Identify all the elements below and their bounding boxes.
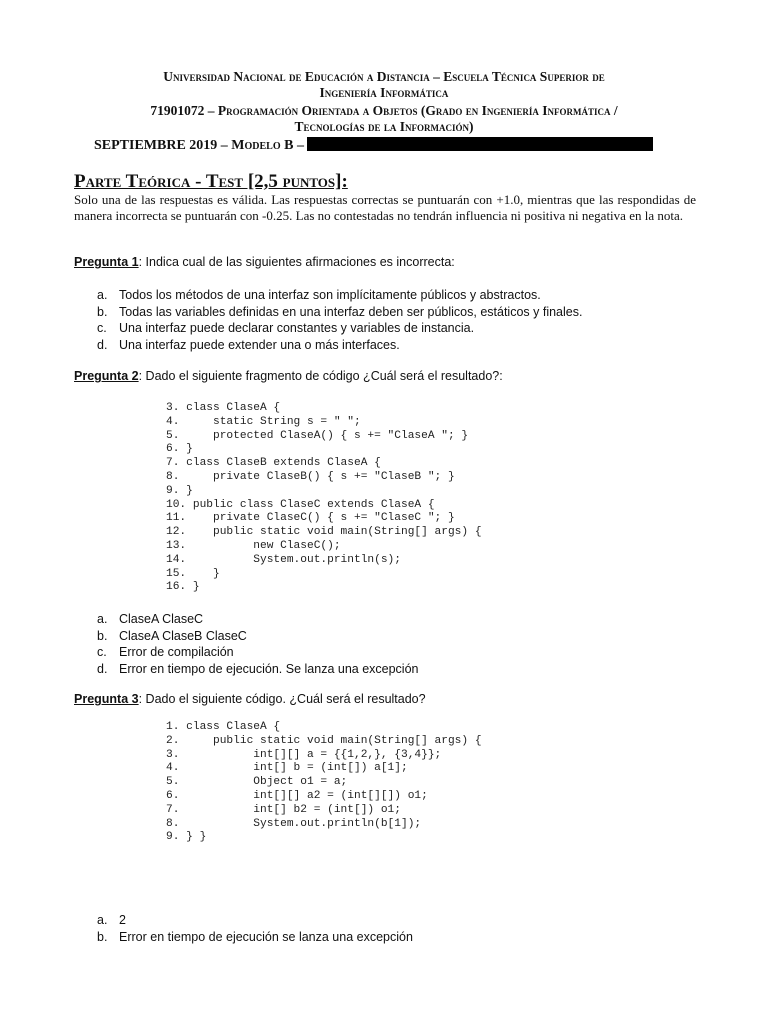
question-label: Pregunta 2 <box>74 369 139 383</box>
option <box>97 304 582 321</box>
question-text: : Dado el siguiente código. ¿Cuál será el resultado? <box>138 692 426 706</box>
option <box>97 628 419 645</box>
option-letter: b. <box>97 929 108 944</box>
option-text: Error de compilación <box>119 645 234 659</box>
option-letter: c. <box>97 645 107 659</box>
option-letter: a. <box>97 288 108 302</box>
option <box>97 644 419 661</box>
options-question-1 <box>97 287 582 353</box>
option-letter: b. <box>97 304 108 319</box>
option-letter: a. <box>97 612 108 626</box>
option-text: Todos los métodos de una interfaz son implícitamente públicos y abstractos. <box>119 288 541 302</box>
option <box>97 929 413 946</box>
option-text: Todas las variables definidas en una interfaz deben ser públicos, estáticos y finales. <box>119 304 583 319</box>
code-snippet-question-3: 1. class ClaseA { 2. public static void main(String[] args) { 3. int[][] a = {{1,2,}, {3,4}}; 4. int[] b = (int[]) a[1]; 5. Object o1 = a; 6. int[][] a2 = (int[][]) o1; 7. int[] b2 = (int[]) o1; 8. System.out.println(b[1]); 9. } } <box>166 721 482 844</box>
option <box>97 337 582 354</box>
question-2 <box>74 369 503 383</box>
option <box>97 912 413 929</box>
option <box>97 287 582 304</box>
code-snippet-question-2: 3. class ClaseA { 4. static String s = " "; 5. protected ClaseA() { s += "ClaseA "; } 6. } 7. class ClaseB extends ClaseA { 8. private ClaseB() { s += "ClaseB "; } 9. } 10. public class ClaseC extends ClaseA { 11. private ClaseC() { s += "ClaseC "; } 12. public static void main(String[] args) { 13. new ClaseC(); 14. System.out.println(s); 15. } 16. } <box>166 402 482 594</box>
option-letter: a. <box>97 913 108 927</box>
option-text: Una interfaz puede extender una o más interfaces. <box>119 337 400 352</box>
option <box>97 320 582 337</box>
option-text: ClaseA ClaseB ClaseC <box>119 628 247 643</box>
option <box>97 611 419 628</box>
option <box>97 661 419 678</box>
option-text: ClaseA ClaseC <box>119 612 204 626</box>
redaction-bar <box>307 137 653 151</box>
header-university: Universidad Nacional de Educación a Distancia – Escuela Técnica Superior de <box>163 69 605 84</box>
options-question-2 <box>97 611 419 677</box>
option-text: Error en tiempo de ejecución. Se lanza una excepción <box>119 661 419 676</box>
question-text: : Indica cual de las siguientes afirmaciones es incorrecta: <box>138 255 455 269</box>
question-3 <box>74 692 426 706</box>
option-letter: d. <box>97 661 108 676</box>
option-letter: d. <box>97 337 108 352</box>
header-course: 71901072 – Programación Orientada a Objetos (Grado en Ingeniería Informática / <box>150 103 618 118</box>
header-degree: Tecnologías de la Información) <box>294 119 474 134</box>
exam-date-model: SEPTIEMBRE 2019 – Modelo B – <box>94 138 304 153</box>
option-text: 2 <box>119 913 126 927</box>
options-question-3 <box>97 912 413 945</box>
question-1 <box>74 255 455 269</box>
question-label: Pregunta 1 <box>74 255 139 269</box>
section-title: Parte Teórica - Test [2,5 puntos]: <box>74 171 348 192</box>
header-school: Ingeniería Informática <box>319 85 449 100</box>
option-letter: c. <box>97 321 107 335</box>
question-text: : Dado el siguiente fragmento de código ¿Cuál será el resultado?: <box>138 369 503 383</box>
header-date <box>94 137 653 154</box>
option-text: Error en tiempo de ejecución se lanza una excepción <box>119 929 413 944</box>
option-letter: b. <box>97 628 108 643</box>
section-intro: Solo una de las respuestas es válida. Las respuestas correctas se puntuarán con +1.0, mientras que las respondidas de manera incorrecta se puntuarán con -0.25. Las no contestadas no tendrán influencia ni positiva ni negativa en la nota. <box>74 192 696 223</box>
option-text: Una interfaz puede declarar constantes y variables de instancia. <box>119 321 475 335</box>
question-label: Pregunta 3 <box>74 692 139 706</box>
